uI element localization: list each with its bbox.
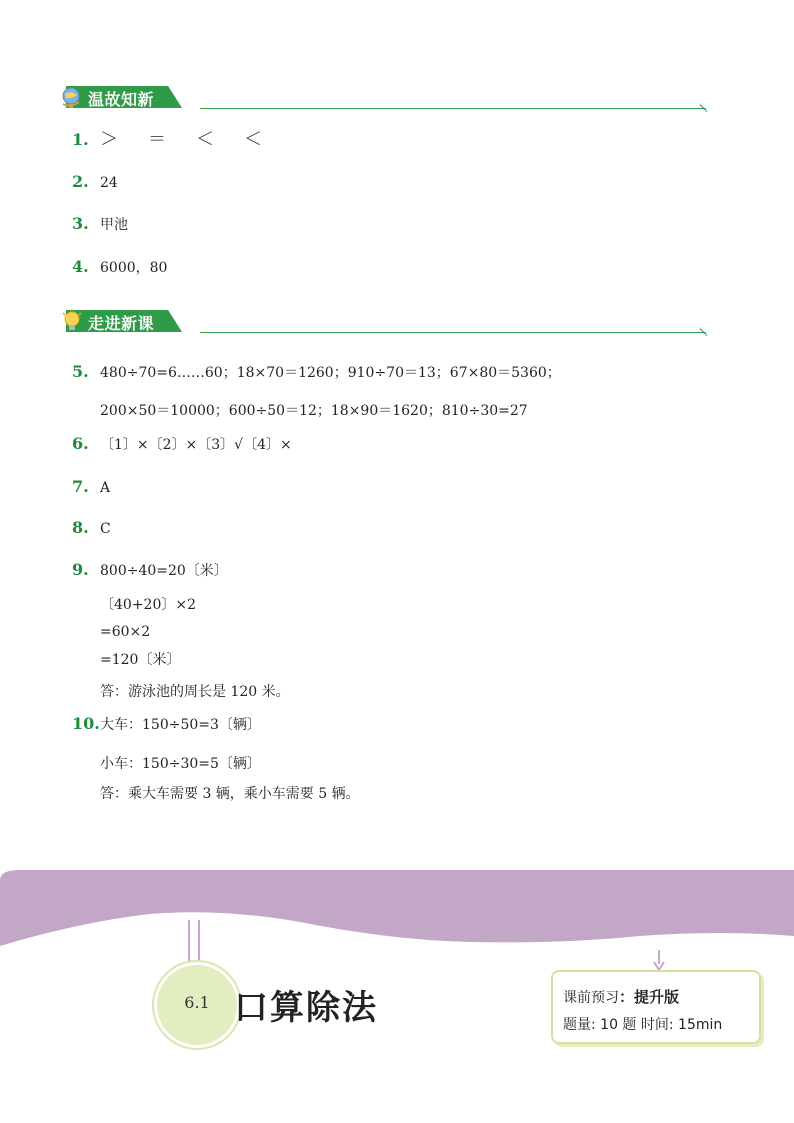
answer-item-8 [72,518,111,539]
info-line-category [563,986,679,1007]
answer-item-6 [72,434,292,455]
answer-number: 8. [72,518,89,537]
info-label: 课前预习 [563,990,619,1006]
answer-item-10 [72,714,261,735]
section-header-new-lesson [60,308,182,334]
lesson-number: 6.1 [184,993,210,1012]
answer-item-2 [72,172,118,193]
info-box [551,970,761,1044]
answer-text: A [100,480,111,496]
answer-number: 6. [72,434,89,453]
answer-line: 〔40+20〕×2 [100,597,196,613]
pin-icon [653,950,665,972]
info-time: 时间: 15min [640,1017,723,1033]
answer-text: 大车：150÷50=3〔辆〕 [100,717,261,733]
answer-number: 10. [72,714,100,733]
answer-number: 9. [72,560,89,579]
section-title-new-lesson: 走进新课 [88,314,155,333]
info-count: 题量: 10 题 [563,1017,637,1033]
lesson-title: 口算除法 [234,988,378,1028]
info-level: ：提升版 [619,988,680,1006]
answer-item-9 [72,560,228,581]
info-line-meta [563,1014,722,1034]
comparison-symbol: ＞ [100,129,118,150]
answer-line: 200×50＝10000；600÷50＝12；18×90＝1620；810÷30=27 [100,403,528,419]
answer-item-4 [72,257,167,278]
answer-item-1 [72,130,262,151]
answer-line: 小车：150÷30=5〔辆〕 [100,756,261,772]
answer-text: 〔1〕×〔2〕×〔3〕√〔4〕× [100,437,292,453]
answer-number: 3. [72,214,89,233]
globe-icon [60,84,86,110]
answer-number: 7. [72,477,89,496]
answer-text: C [100,521,111,537]
section-title-review: 温故知新 [88,90,155,109]
answer-item-7 [72,477,110,498]
answer-text: 6000，80 [100,260,168,276]
answer-text: 甲池 [100,217,128,233]
answer-number: 4. [72,257,89,276]
answer-line: 答：游泳池的周长是 120 米。 [100,684,290,700]
section-divider [200,332,706,333]
answer-text: 800÷40=20〔米〕 [100,563,228,579]
answer-text: 480÷70=6……60；18×70＝1260；910÷70＝13；67×80＝5360； [100,365,561,381]
answer-text: 24 [100,175,118,191]
section-header-review [60,84,182,110]
section-divider [200,108,706,109]
comparison-symbol: ＜ [244,129,262,150]
lesson-number-badge [154,962,240,1048]
comparison-symbol: ＝ [148,129,166,150]
decorative-wave-band [0,870,794,960]
answer-item-5 [72,362,561,383]
answer-number: 1. [72,130,89,149]
lightbulb-icon [60,308,86,334]
answer-number: 5. [72,362,89,381]
answer-line: 答：乘大车需要 3 辆，乘小车需要 5 辆。 [100,786,360,802]
answer-line: =60×2 [100,624,151,640]
answer-line: =120〔米〕 [100,652,181,668]
answer-item-3 [72,214,128,235]
comparison-symbol: ＜ [196,129,214,150]
answer-number: 2. [72,172,89,191]
